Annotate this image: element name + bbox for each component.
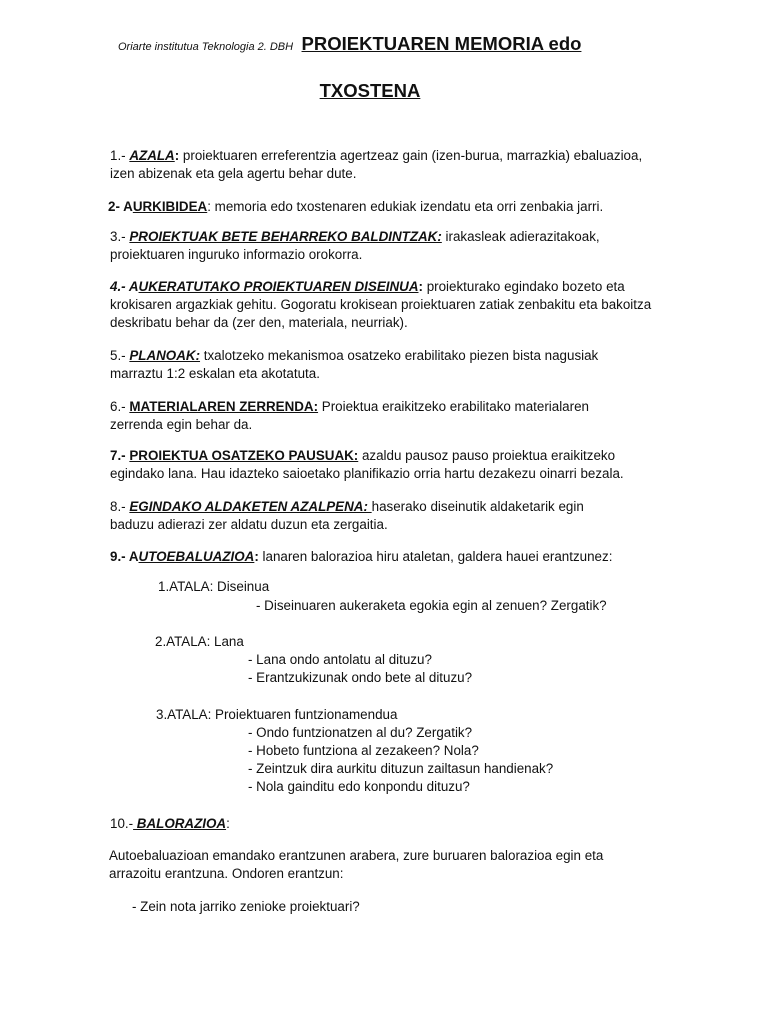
document-title-line2: TXOSTENA: [319, 80, 421, 101]
section-number: 3.-: [110, 229, 130, 244]
section-7: [110, 447, 660, 483]
section-term: URKIBIDEA: [132, 199, 208, 214]
closing-paragraph: Autoebaluazioan emandako erantzunen arabera, zure buruaren balorazioa egin eta arrazoitu erantzuna. Ondoren erantzun:: [109, 848, 604, 881]
section-colon: :: [418, 279, 423, 294]
section-3: [110, 228, 670, 264]
section-10: [110, 815, 230, 833]
section-number: 10.-: [110, 816, 134, 831]
section-term: MATERIALAREN ZERRENDA:: [129, 399, 319, 414]
section-number: 7.-: [110, 448, 130, 463]
atala-3-question-2: - Hobeto funtziona al zezakeen? Nola?: [248, 743, 479, 758]
section-term: PROIEKTUA OSATZEKO PAUSUAK:: [129, 448, 359, 463]
section-text: azaldu pausoz pauso proiektua eraikitzeko egindako lana. Hau idazteko saioetako planifikazio orria hartu dezakezu oinarri bezala.: [110, 448, 624, 481]
section-term: PROIEKTUAK BETE BEHARREKO BALDINTZAK:: [129, 229, 442, 244]
section-4: [110, 278, 665, 332]
section-number: 8.-: [110, 499, 130, 514]
institute-name: Oriarte institutua Teknologia 2. DBH: [118, 41, 294, 53]
section-colon: :: [226, 816, 230, 831]
section-term: EGINDAKO ALDAKETEN AZALPENA:: [129, 499, 372, 514]
section-text: proiekturako egindako bozeto eta krokisaren argazkiak gehitu. Gogoratu krokisean proiektuaren zatiak zenbakitu eta bakoitza deskribatu behar da (zer den, materiala, neurriak).: [110, 279, 652, 330]
page-header: [118, 33, 581, 55]
section-colon: :: [254, 549, 259, 564]
section-1: [110, 147, 670, 183]
atala-1-title: 1.ATALA: Diseinua: [158, 579, 270, 594]
section-9: [110, 548, 670, 566]
section-number: 9.- A: [110, 549, 139, 564]
section-2: [108, 198, 668, 216]
section-number: 4.- A: [110, 279, 139, 294]
section-number: 1.-: [110, 148, 130, 163]
section-text: proiektuaren erreferentzia agertzeaz gain (izen-burua, marrazkia) ebaluazioa, izen abizenak eta gela agertu behar dute.: [110, 148, 643, 181]
section-term: UKERATUTAKO PROIEKTUAREN DISEINUA: [138, 279, 419, 294]
section-term: PLANOAK:: [129, 348, 201, 363]
section-text: : memoria edo txostenaren edukiak izendatu eta orri zenbakia jarri.: [207, 199, 604, 214]
atala-2-question-2: - Erantzukizunak ondo bete al dituzu?: [248, 670, 473, 685]
section-text: haserako diseinutik aldaketarik egin baduzu adierazi zer aldatu duzun eta zergaitia.: [110, 499, 584, 532]
document-title: PROIEKTUAREN MEMORIA edo: [301, 33, 582, 54]
section-8: [110, 498, 630, 534]
section-number: 5.-: [110, 348, 130, 363]
atala-3-question-1: - Ondo funtzionatzen al du? Zergatik?: [248, 725, 473, 740]
section-5: [110, 347, 650, 383]
section-colon: :: [174, 148, 180, 163]
section-text: txalotzeko mekanismoa osatzeko erabilitako piezen bista nagusiak marraztu 1:2 eskalan eta akotatuta.: [110, 348, 599, 381]
atala-2-question-1: - Lana ondo antolatu al dituzu?: [248, 652, 432, 667]
atala-3-question-4: - Nola gainditu edo konpondu dituzu?: [248, 779, 470, 794]
atala-3-title: 3.ATALA: Proiektuaren funtzionamendua: [156, 707, 398, 722]
section-number: 6.-: [110, 399, 130, 414]
section-text: irakasleak adierazitakoak, proiektuaren inguruko informazio orokorra.: [110, 229, 600, 262]
section-text: Proiektua eraikitzeko erabilitako materialaren zerrenda egin behar da.: [110, 399, 589, 432]
atala-2-title: 2.ATALA: Lana: [155, 634, 244, 649]
atala-3-question-3: - Zeintzuk dira aurkitu dituzun zailtasun handienak?: [248, 761, 554, 776]
section-term: UTOEBALUAZIOA: [138, 549, 255, 564]
section-6: [110, 398, 630, 434]
section-text: lanaren balorazioa hiru ataletan, galdera hauei erantzunez:: [258, 549, 613, 564]
section-term: AZALA: [129, 148, 175, 163]
atala-1-question-1: - Diseinuaren aukeraketa egokia egin al zenuen? Zergatik?: [256, 598, 607, 613]
section-number: 2- A: [108, 199, 133, 214]
section-term: BALORAZIOA: [133, 816, 227, 831]
closing-question: - Zein nota jarriko zenioke proiektuari?: [132, 899, 360, 914]
